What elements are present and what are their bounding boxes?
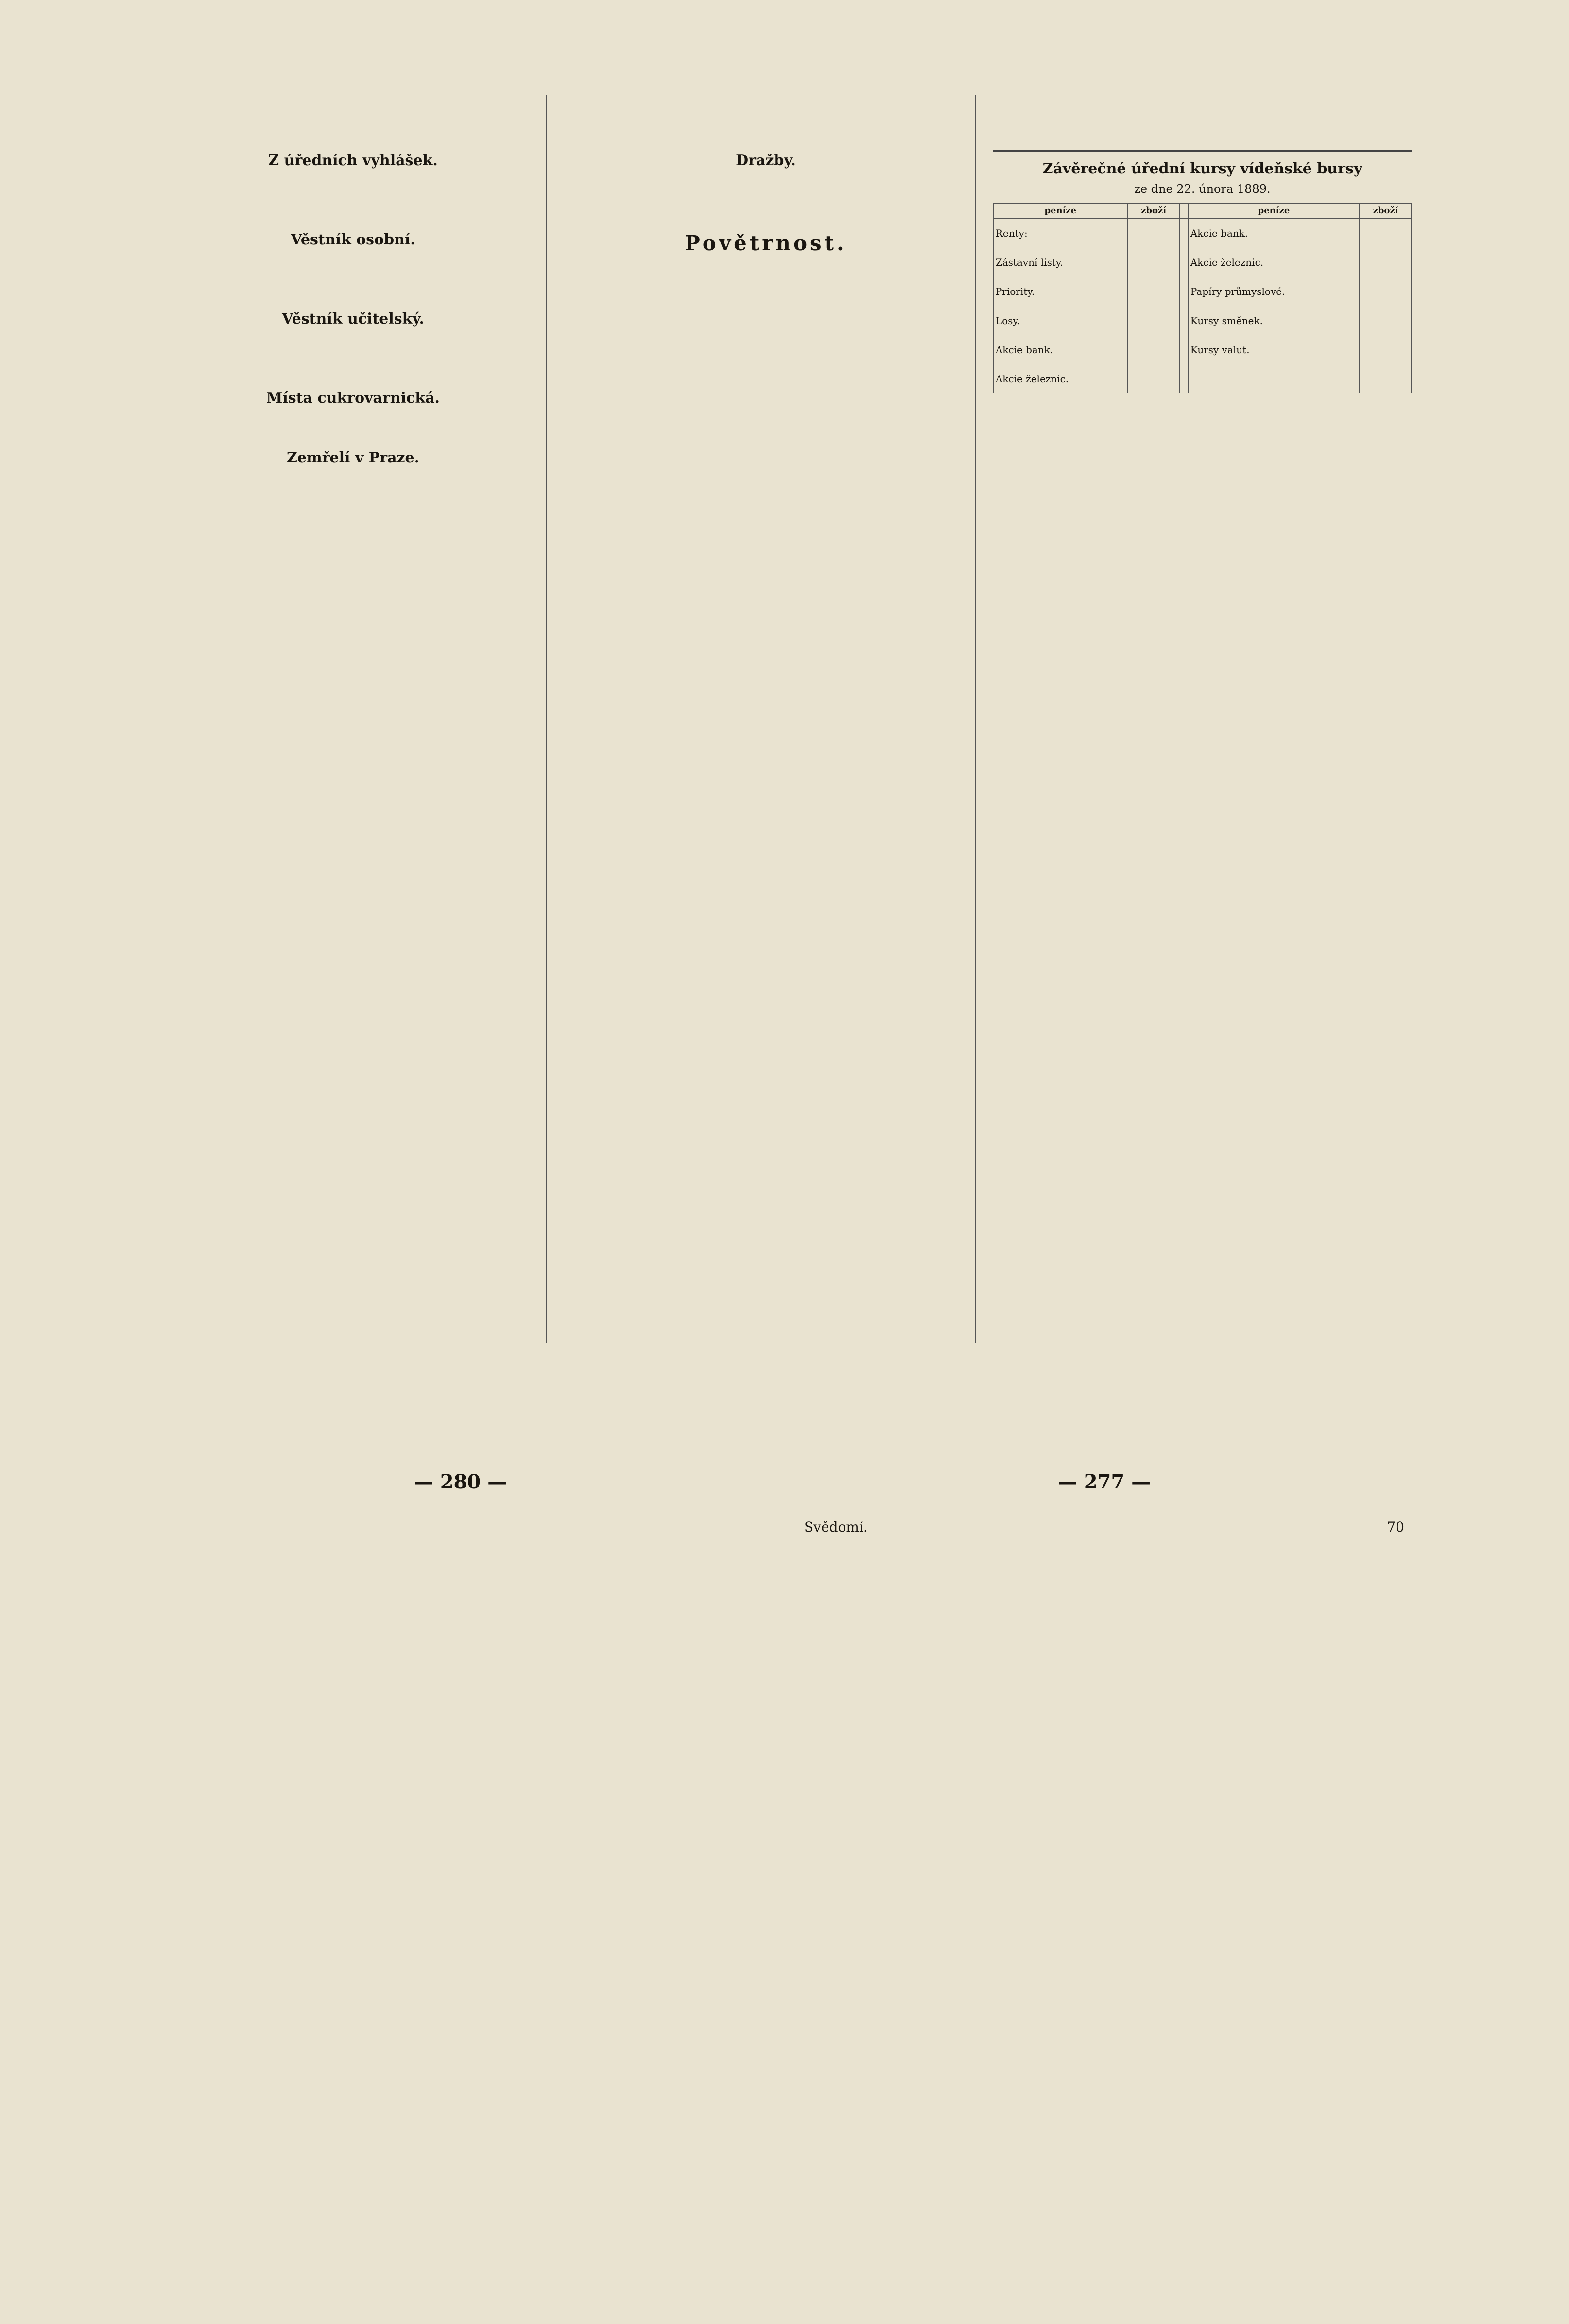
- footer-sheet-number: 70: [1387, 1519, 1404, 1535]
- exchange-cell: [1180, 218, 1188, 248]
- exchange-cell: [1360, 335, 1412, 364]
- exchange-cell: Losy.: [993, 306, 1128, 335]
- exchange-cell: Akcie železnic.: [1188, 248, 1360, 277]
- exchange-table-body: [993, 218, 1412, 393]
- exchange-row: [993, 248, 1412, 277]
- exchange-row: [993, 335, 1412, 364]
- exchange-cell: [1180, 277, 1188, 306]
- divider: [993, 150, 1412, 152]
- exchange-column-header: peníze: [993, 203, 1128, 218]
- novel-page-left: [160, 1467, 760, 2269]
- section-heading: Místa cukrovarnická.: [266, 390, 440, 407]
- news-column-3: [986, 95, 1419, 1343]
- exchange-cell: [1180, 364, 1188, 393]
- exchange-cell: [1128, 277, 1180, 306]
- exchange-column-header: [1180, 203, 1188, 218]
- news-column-2: [556, 95, 976, 1343]
- page-number: — 277 —: [1057, 1470, 1151, 1493]
- exchange-column-header: zboží: [1360, 203, 1412, 218]
- exchange-cell: [1128, 306, 1180, 335]
- exchange-date: ze dne 22. února 1889.: [1134, 182, 1271, 196]
- exchange-cell: [1360, 306, 1412, 335]
- exchange-column-header: peníze: [1188, 203, 1360, 218]
- article-body: [167, 332, 539, 381]
- exchange-cell: [1128, 364, 1180, 393]
- article-body: [167, 253, 539, 302]
- footer-title: Svědomí.: [804, 1519, 868, 1535]
- section-heading: Věstník učitelský.: [282, 310, 424, 327]
- exchange-table-header: [993, 203, 1412, 218]
- exchange-row: [993, 306, 1412, 335]
- exchange-cell: [1128, 248, 1180, 277]
- exchange-cell: [1188, 364, 1360, 393]
- page-footer: [804, 1517, 1404, 1538]
- exchange-table: [993, 203, 1412, 393]
- exchange-cell: Akcie bank.: [1188, 218, 1360, 248]
- section-heading: Zemřelí v Praze.: [286, 449, 420, 466]
- exchange-row: [993, 277, 1412, 306]
- article-body: [167, 95, 539, 143]
- exchange-cell: Priority.: [993, 277, 1128, 306]
- article-body: [167, 411, 539, 441]
- news-section: [160, 95, 1419, 1343]
- article-body: [563, 260, 968, 289]
- exchange-cell: Akcie bank.: [993, 335, 1128, 364]
- section-heading: Povětrnost.: [685, 231, 847, 255]
- news-column-1: [160, 95, 547, 1343]
- exchange-cell: [1180, 306, 1188, 335]
- exchange-cell: Akcie železnic.: [993, 364, 1128, 393]
- exchange-cell: Renty:: [993, 218, 1128, 248]
- section-heading: Věstník osobní.: [291, 231, 415, 248]
- exchange-cell: [1180, 248, 1188, 277]
- exchange-cell: [1128, 335, 1180, 364]
- exchange-cell: Papíry průmyslové.: [1188, 277, 1360, 306]
- section-heading: Dražby.: [736, 152, 796, 169]
- exchange-heading: Závěrečné úřední kursy vídeňské bursy: [1042, 160, 1362, 177]
- exchange-cell: Kursy směnek.: [1188, 306, 1360, 335]
- article-body: [167, 471, 539, 500]
- exchange-row: [993, 218, 1412, 248]
- exchange-row: [993, 364, 1412, 393]
- exchange-cell: [1128, 218, 1180, 248]
- novel-page-right: [804, 1467, 1404, 2269]
- exchange-cell: [1360, 218, 1412, 248]
- exchange-cell: Kursy valut.: [1188, 335, 1360, 364]
- section-heading: Z úředních vyhlášek.: [268, 152, 438, 169]
- exchange-cell: [1180, 335, 1188, 364]
- exchange-cell: [1360, 248, 1412, 277]
- article-body: [563, 174, 968, 222]
- article-body: [167, 174, 539, 222]
- exchange-cell: [1360, 364, 1412, 393]
- exchange-cell: [1360, 277, 1412, 306]
- page-number: — 280 —: [414, 1470, 507, 1493]
- exchange-column-header: zboží: [1128, 203, 1180, 218]
- exchange-cell: Zástavní listy.: [993, 248, 1128, 277]
- article-body: [993, 95, 1412, 143]
- article-body: [563, 95, 968, 143]
- novel-section: [160, 1467, 1404, 2269]
